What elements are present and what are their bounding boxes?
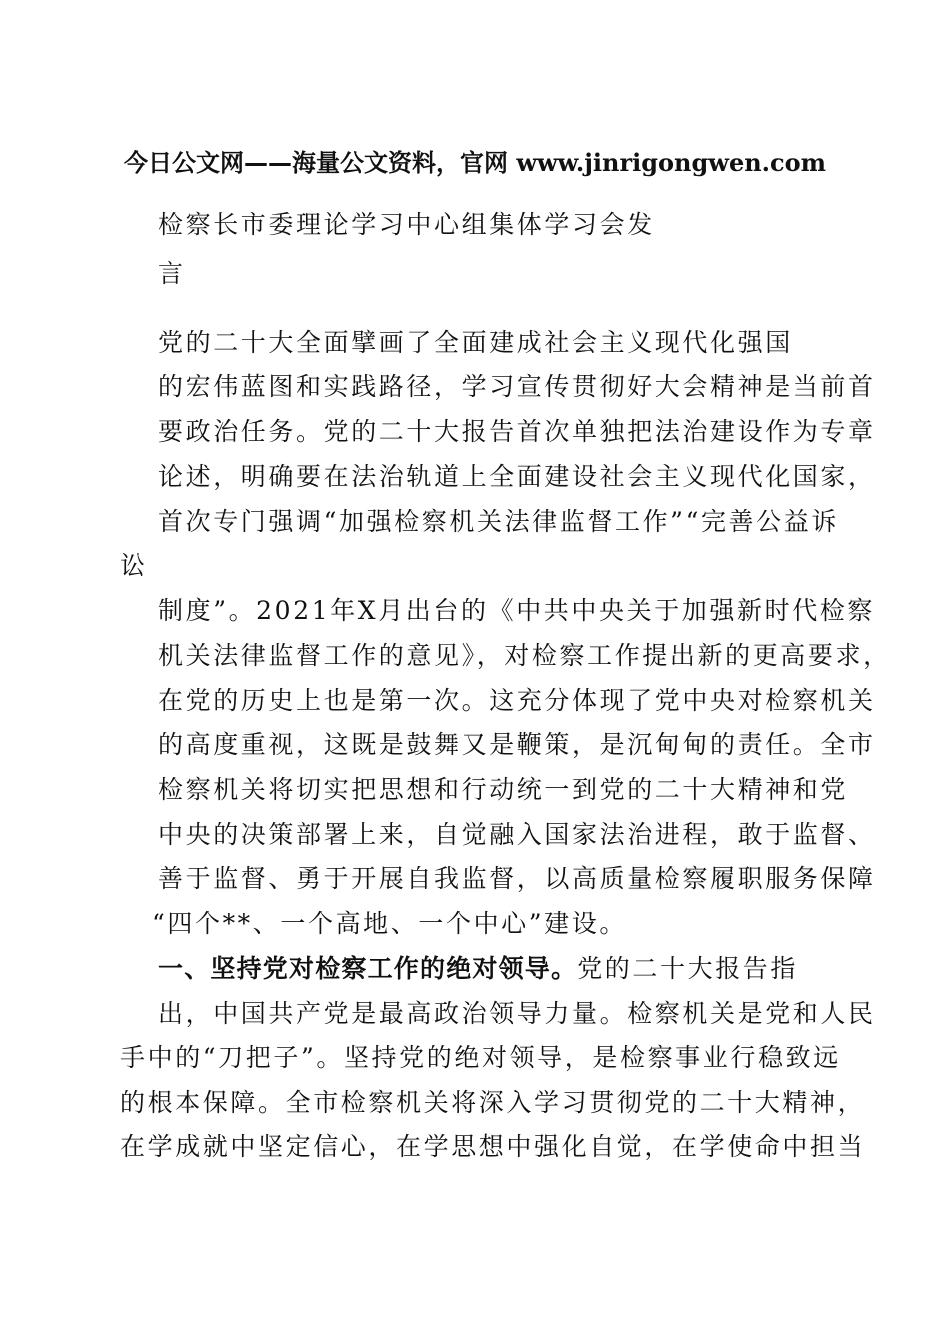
paragraph-line: 党的二十大全面擘画了全面建成社会主义现代化强国 <box>158 328 793 357</box>
paragraph-line: 论述，明确要在法治轨道上全面建设社会主义现代化国家， <box>158 462 876 491</box>
paragraph-line: 手中的“刀把子”。坚持党的绝对领导，是检察事业行稳致远 <box>120 1043 841 1072</box>
paragraph-line: 在党的历史上也是第一次。这充分体现了党中央对检察机关 <box>158 686 876 715</box>
paragraph-line: 的高度重视，这既是鼓舞又是鞭策，是沉甸甸的责任。全市 <box>158 730 876 759</box>
paragraph-line: 机关法律监督工作的意见》，对检察工作提出新的更高要求， <box>158 641 891 670</box>
paragraph-line: 要政治任务。党的二十大报告首次单独把法治建设作为专章 <box>158 417 876 446</box>
paragraph-line: 善于监督、勇于开展自我监督，以高质量检察履职服务保障 <box>158 864 876 893</box>
section-heading-tail: 党的二十大报告指 <box>577 954 799 983</box>
paragraph-line: 检察机关将切实把思想和行动统一到党的二十大精神和党 <box>158 775 849 804</box>
paragraph-line: 的宏伟蓝图和实践路径，学习宣传贯彻好大会精神是当前首 <box>158 372 876 401</box>
site-url: www.jinrigongwen.com <box>516 148 827 177</box>
paragraph-line: 出，中国共产党是最高政治领导力量。检察机关是党和人民 <box>158 999 876 1028</box>
paragraph-line: 首次专门强调“加强检察机关法律监督工作”“完善公益诉 <box>158 507 839 536</box>
paragraph-line: “四个**、一个高地、一个中心”建设。 <box>152 909 627 938</box>
site-header <box>0 146 950 180</box>
paragraph-line: 的根本保障。全市检察机关将深入学习贯彻党的二十大精神， <box>120 1088 866 1117</box>
paragraph-line: 讼 <box>120 551 148 580</box>
document-title-line-1: 检察长市委理论学习中心组集体学习会发 <box>158 210 655 239</box>
paragraph-line: 中央的决策部署上来，自觉融入国家法治进程，敢于监督、 <box>158 820 876 849</box>
section-heading: 一、坚持党对检察工作的绝对领导。 <box>158 954 578 983</box>
site-header-text: 今日公文网——海量公文资料，官网 <box>123 149 517 177</box>
paragraph-line: 在学成就中坚定信心，在学思想中强化自觉，在学使命中担当 <box>120 1132 866 1161</box>
section-heading-line <box>158 951 798 987</box>
document-title-line-2: 言 <box>158 259 186 288</box>
paragraph-line: 制度”。2021年X月出台的《中共中央关于加强新时代检察 <box>158 596 876 625</box>
